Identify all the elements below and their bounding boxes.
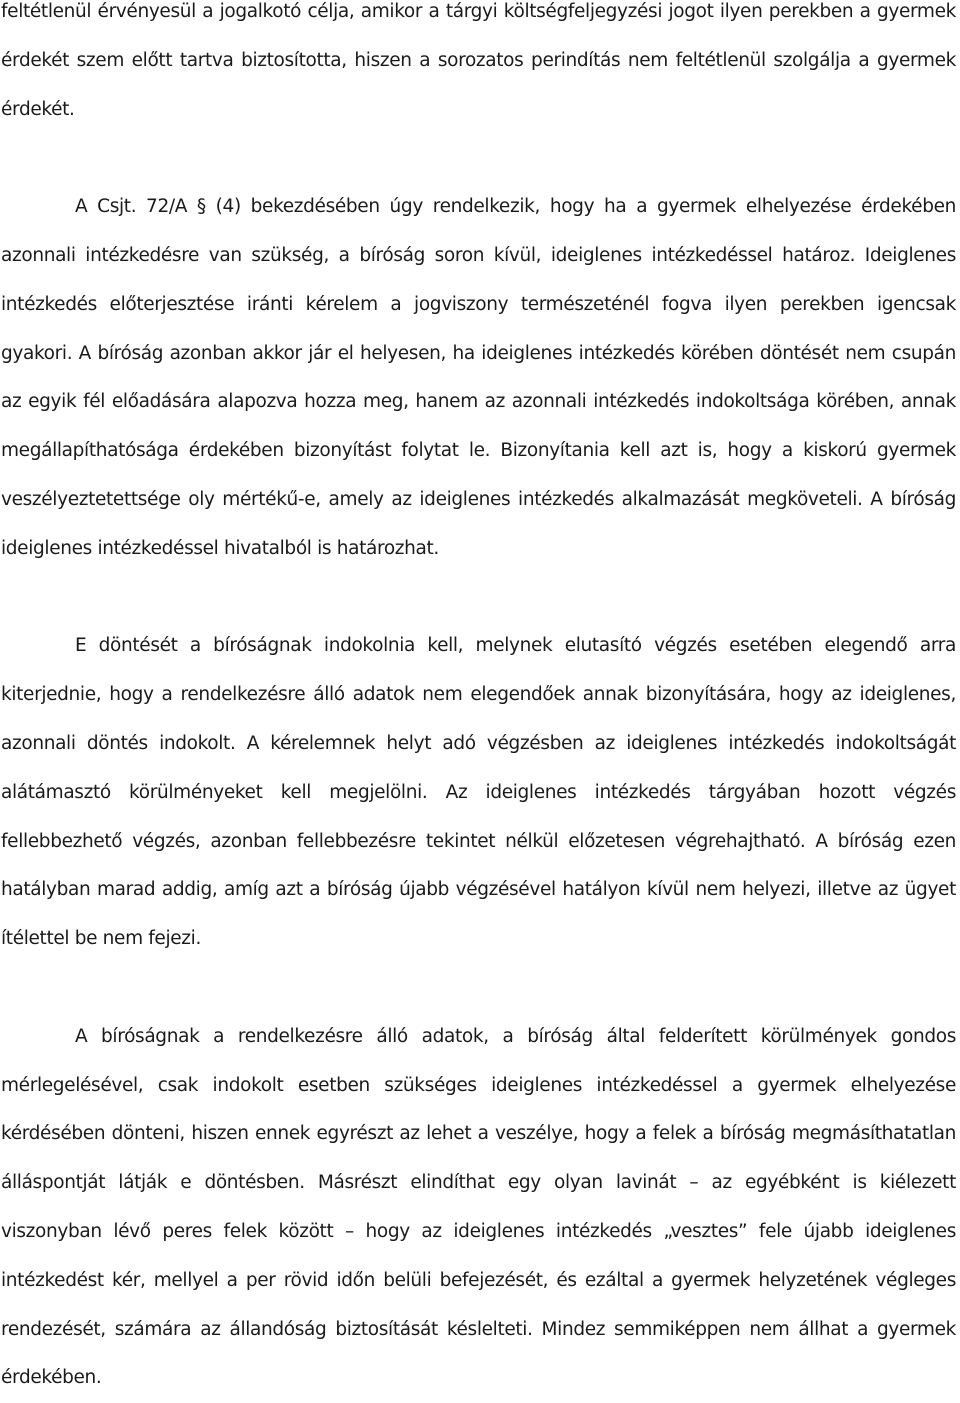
paragraph-2-text: A Csjt. 72/A § (4) bekezdésében úgy rendelkezik, hogy ha a gyermek elhelyezése érdekében azonnali intézkedésre van szükség, a bíróság soron kívül, ideiglenes intézkedéssel határoz. Ideiglenes intézkedés előterjesztése iránti kérelem a jogviszony természeténél fogva ilyen perekben igencsak gyakori. A bíróság azonban akkor jár el helyesen, ha ideiglenes intézkedés körében döntését nem csupán az egyik fél előadására alapozva hozza meg, hanem az azonnali intézkedés indokoltsága körében, annak megállapíthatósága érdekében bizonyítást folytat le. Bizonyítania kell azt is, hogy a kiskorú gyermek veszélyeztetettsége oly mértékű-e, amely az ideiglenes intézkedés alkalmazását megköveteli. A bíróság ideiglenes intézkedéssel hivatalból is határozhat. [1, 196, 956, 559]
paragraph-2 [1, 183, 956, 573]
paragraph-3 [1, 622, 956, 964]
paragraph-1-text: feltétlenül érvényesül a jogalkotó célja, amikor a tárgyi költségfeljegyzési jogot ilyen perekben a gyermek érdekét szem előtt tartva biztosította, hiszen a sorozatos perindítás nem feltétlenül szolgálja a gyermek érdekét. [1, 1, 956, 120]
paragraph-4 [1, 1013, 956, 1403]
paragraph-1 [1, 0, 956, 134]
paragraph-3-text: E döntését a bíróságnak indokolnia kell, melynek elutasító végzés esetében elegendő arra kiterjednie, hogy a rendelkezésre álló adatok nem elegendőek annak bizonyítására, hogy az ideiglenes, azonnali döntés indokolt. A kérelemnek helyt adó végzésben az ideiglenes intézkedés indokoltságát alátámasztó körülményeket kell megjelölni. Az ideiglenes intézkedés tárgyában hozott végzés fellebbezhető végzés, azonban fellebbezésre tekintet nélkül előzetesen végrehajtható. A bíróság ezen hatályban marad addig, amíg azt a bíróság újabb végzésével hatályon kívül nem helyezi, illetve az ügyet ítélettel be nem fejezi. [1, 635, 956, 950]
paragraph-4-text: A bíróságnak a rendelkezésre álló adatok, a bíróság által felderített körülmények gondos mérlegelésével, csak indokolt esetben szükséges ideiglenes intézkedéssel a gyermek elhelyezése kérdésében dönteni, hiszen ennek egyrészt az lehet a veszélye, hogy a felek a bíróság megmásíthatatlan álláspontját látják e döntésben. Másrészt elindíthat egy olyan lavinát – az egyébként is kiélezett viszonyban lévő peres felek között – hogy az ideiglenes intézkedés „vesztes” fele újabb ideiglenes intézkedést kér, mellyel a per rövid időn belüli befejezését, és ezáltal a gyermek helyzetének végleges rendezését, számára az állandóság biztosítását késlelteti. Mindez semmiképpen nem állhat a gyermek érdekében. [1, 1025, 956, 1389]
